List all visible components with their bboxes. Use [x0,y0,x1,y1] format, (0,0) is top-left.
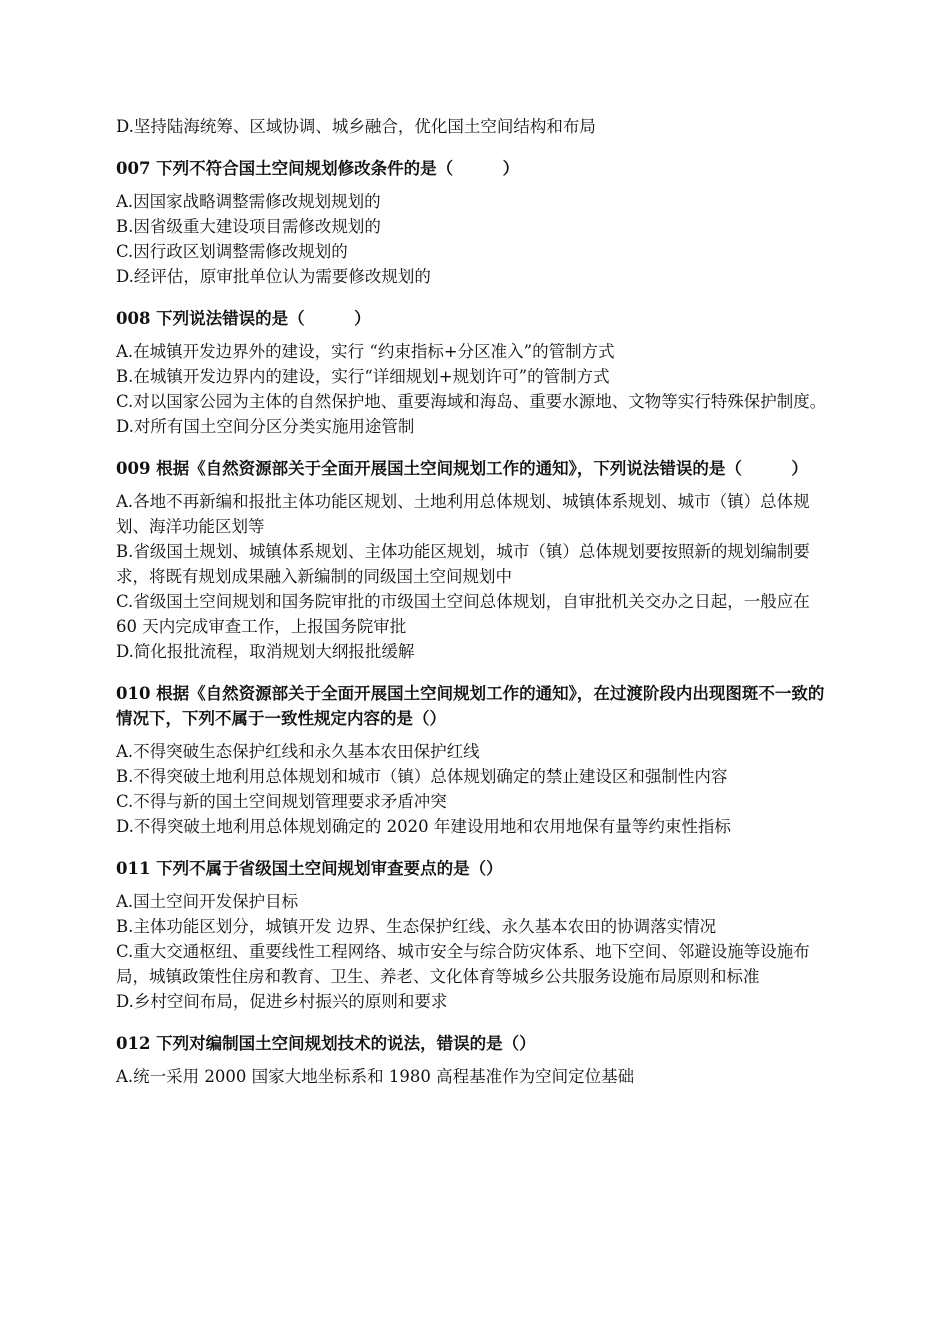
option-a: A.国土空间开发保护目标 [116,892,299,911]
option-d: D.简化报批流程，取消规划大纲报批缓解 [116,642,415,661]
question-title: 010 根据《自然资源部关于全面开展国土空间规划工作的通知》，在过渡阶段内出现图斑不一致的情况下，下列不属于一致性规定内容的是（） [116,684,825,728]
option-d: D.不得突破土地利用总体规划确定的 2020 年建设用地和农用地保有量等约束性指标 [116,817,731,836]
question-title: 008 下列说法错误的是（ ） [116,309,371,328]
option-a: A.统一采用 2000 国家大地坐标系和 1980 高程基准作为空间定位基础 [116,1067,635,1086]
option-b: B.因省级重大建设项目需修改规划的 [116,217,381,236]
question-007 [116,156,828,289]
option-c: C.因行政区划调整需修改规划的 [116,242,348,261]
option-b: B.主体功能区划分，城镇开发 边界、生态保护红线、永久基本农田的协调落实情况 [116,917,717,936]
option-c: C.不得与新的国土空间规划管理要求矛盾冲突 [116,792,447,811]
option-b: B.在城镇开发边界内的建设，实行“详细规划+规划许可”的管制方式 [116,367,610,386]
question-010 [116,681,828,839]
question-title: 012 下列对编制国土空间规划技术的说法，错误的是（） [116,1034,536,1053]
option-b: B.省级国土规划、城镇体系规划、主体功能区规划，城市（镇）总体规划要按照新的规划编制要求，将既有规划成果融入新编制的同级国土空间规划中 [116,542,810,586]
option-d: D.经评估，原审批单位认为需要修改规划的 [116,267,431,286]
option-a: A.不得突破生态保护红线和永久基本农田保护红线 [116,742,480,761]
question-012 [116,1031,828,1089]
option-b: B.不得突破土地利用总体规划和城市（镇）总体规划确定的禁止建设区和强制性内容 [116,767,728,786]
question-title: 011 下列不属于省级国土空间规划审查要点的是（） [116,859,503,878]
question-title: 009 根据《自然资源部关于全面开展国土空间规划工作的通知》，下列说法错误的是（ ） [116,459,808,478]
option-c: C.重大交通枢纽、重要线性工程网络、城市安全与综合防灾体系、地下空间、邻避设施等设施布局，城镇政策性住房和教育、卫生、养老、文化体育等城乡公共服务设施布局原则和标准 [116,942,810,986]
lead-option: D.坚持陆海统筹、区域协调、城乡融合，优化国土空间结构和布局 [116,117,596,136]
option-d: D.对所有国土空间分区分类实施用途管制 [116,417,415,436]
option-a: A.因国家战略调整需修改规划规划的 [116,192,381,211]
option-a: A.各地不再新编和报批主体功能区规划、土地利用总体规划、城镇体系规划、城市（镇）总体规划、海洋功能区划等 [116,492,810,536]
document-page [116,114,828,1089]
option-c: C.省级国土空间规划和国务院审批的市级国土空间总体规划，自审批机关交办之日起，一般应在 60 天内完成审查工作，上报国务院审批 [116,592,810,636]
option-a: A.在城镇开发边界外的建设，实行 “约束指标+分区准入”的管制方式 [116,342,615,361]
question-011 [116,856,828,1014]
option-c: C.对以国家公园为主体的自然保护地、重要海域和海岛、重要水源地、文物等实行特殊保护制度。 [116,392,827,411]
question-008 [116,306,828,439]
option-d: D.乡村空间布局，促进乡村振兴的原则和要求 [116,992,448,1011]
question-009 [116,456,828,664]
question-title: 007 下列不符合国土空间规划修改条件的是（ ） [116,159,520,178]
